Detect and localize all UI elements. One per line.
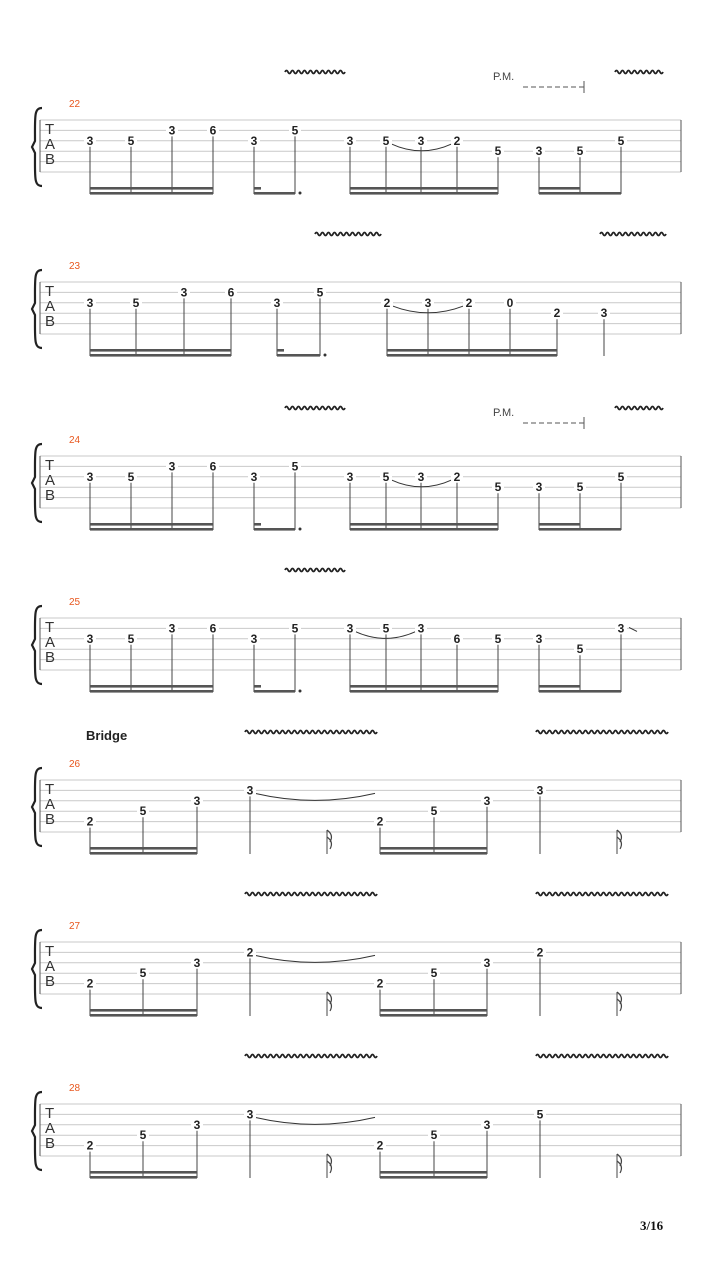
note-flag [327, 1154, 331, 1173]
beam [350, 192, 498, 195]
page-number: 3/16 [640, 1218, 664, 1233]
beam [90, 1014, 197, 1017]
vibrato-mark [245, 1055, 377, 1058]
tab-clef-letter: T [45, 121, 55, 138]
fret-number: 3 [250, 469, 258, 484]
beam [90, 1009, 197, 1012]
fret-number: 5 [494, 144, 502, 159]
fret-number: 2 [536, 945, 544, 960]
fret-number: 3 [193, 1117, 201, 1132]
tab-clef-letter: T [45, 1105, 55, 1122]
fret-number: 5 [127, 631, 135, 646]
fret-number: 3 [417, 621, 425, 636]
fret-number: 5 [127, 469, 135, 484]
beam [90, 1176, 197, 1179]
beam [380, 847, 487, 850]
fret-number: 3 [346, 469, 354, 484]
note-flag [617, 992, 621, 1011]
beam [350, 528, 498, 531]
beam-stub [254, 187, 261, 190]
fret-number: 2 [376, 814, 384, 829]
fret-number: 2 [553, 306, 561, 321]
fret-number: 5 [127, 133, 135, 148]
beam [90, 354, 231, 357]
beam [539, 187, 580, 190]
tab-clef-letter: A [45, 472, 56, 489]
tie-slur [255, 1117, 375, 1124]
beam [350, 690, 498, 693]
fret-number: 6 [209, 621, 217, 636]
fret-number: 5 [291, 459, 299, 474]
fret-number: 2 [86, 1138, 94, 1153]
fret-number: 3 [168, 123, 176, 138]
vibrato-mark [536, 731, 668, 734]
tab-clef-letter: T [45, 943, 55, 960]
fret-number: 3 [193, 955, 201, 970]
beam [387, 354, 557, 357]
fret-number: 5 [139, 804, 147, 819]
fret-number: 3 [535, 480, 543, 495]
fret-number: 5 [382, 621, 390, 636]
fret-number: 5 [316, 285, 324, 300]
vibrato-mark [285, 71, 345, 74]
fret-number: 3 [483, 955, 491, 970]
tab-clef-letter: B [45, 151, 56, 168]
vibrato-mark [600, 233, 666, 236]
fret-number: 5 [382, 133, 390, 148]
fret-number: 3 [483, 1117, 491, 1132]
fret-number: 5 [291, 621, 299, 636]
fret-number: 5 [617, 133, 625, 148]
fret-number: 3 [535, 631, 543, 646]
beam [380, 1014, 487, 1017]
measure-number: 25 [69, 597, 81, 608]
fret-number: 2 [465, 295, 473, 310]
fret-number: 5 [139, 966, 147, 981]
beam [380, 1176, 487, 1179]
beam [90, 187, 213, 190]
fret-number: 3 [417, 133, 425, 148]
fret-number: 6 [209, 123, 217, 138]
fret-number: 5 [617, 469, 625, 484]
palm-mute-label: P.M. [493, 407, 515, 419]
vibrato-mark [285, 569, 345, 572]
fret-number: 6 [453, 631, 461, 646]
fret-number: 5 [576, 144, 584, 159]
dot [299, 528, 302, 531]
tab-system-22 [32, 71, 681, 195]
beam [90, 690, 213, 693]
beam [380, 852, 487, 855]
vibrato-mark [315, 233, 381, 236]
vibrato-mark [615, 71, 663, 74]
measure-number: 26 [69, 759, 81, 770]
fret-number: 2 [376, 1138, 384, 1153]
beam [254, 192, 295, 195]
beam [387, 349, 557, 352]
fret-number: 3 [617, 621, 625, 636]
fret-number: 3 [180, 285, 188, 300]
fret-number: 2 [86, 976, 94, 991]
tab-clef-letter: B [45, 1135, 56, 1152]
note-flag [617, 830, 621, 849]
fret-number: 6 [209, 459, 217, 474]
fret-number: 2 [453, 133, 461, 148]
tab-clef-letter: A [45, 136, 56, 153]
vibrato-mark [615, 407, 663, 410]
fret-number: 2 [86, 814, 94, 829]
beam [90, 523, 213, 526]
beam [539, 528, 621, 531]
fret-number: 3 [86, 295, 94, 310]
fret-number: 3 [246, 1107, 254, 1122]
note-flag [327, 992, 331, 1011]
fret-number: 3 [483, 793, 491, 808]
fret-number: 6 [227, 285, 235, 300]
beam [90, 852, 197, 855]
fret-number: 5 [536, 1107, 544, 1122]
beam-stub [254, 523, 261, 526]
fret-number: 5 [576, 480, 584, 495]
fret-number: 3 [250, 631, 258, 646]
fret-number: 3 [193, 793, 201, 808]
beam [539, 192, 621, 195]
tab-system-28 [32, 1055, 681, 1179]
measure-number: 27 [69, 921, 81, 932]
tab-clef-letter: A [45, 634, 56, 651]
fret-number: 3 [168, 459, 176, 474]
fret-number: 3 [536, 783, 544, 798]
note-flag [327, 830, 331, 849]
fret-number: 3 [273, 295, 281, 310]
vibrato-mark [245, 731, 377, 734]
tab-system-23 [32, 233, 681, 357]
fret-number: 2 [246, 945, 254, 960]
beam [90, 847, 197, 850]
vibrato-mark [245, 893, 377, 896]
fret-number: 3 [86, 133, 94, 148]
beam [90, 1171, 197, 1174]
fret-number: 5 [494, 631, 502, 646]
beam [90, 528, 213, 531]
dot [299, 690, 302, 693]
tab-system-27 [32, 893, 681, 1017]
fret-number: 5 [132, 295, 140, 310]
palm-mute-label: P.M. [493, 71, 515, 83]
beam-stub [277, 349, 284, 352]
beam [90, 349, 231, 352]
tab-clef-letter: B [45, 487, 56, 504]
tab-system-24 [32, 407, 681, 531]
beam-stub [254, 685, 261, 688]
beam [90, 192, 213, 195]
beam [350, 187, 498, 190]
measure-number: 23 [69, 261, 81, 272]
measure-number: 22 [69, 99, 81, 110]
fret-number: 3 [346, 133, 354, 148]
beam [254, 528, 295, 531]
fret-number: 3 [346, 621, 354, 636]
fret-number: 5 [291, 123, 299, 138]
tab-clef-letter: T [45, 457, 55, 474]
tab-clef-letter: B [45, 313, 56, 330]
beam [350, 523, 498, 526]
tab-clef-letter: B [45, 973, 56, 990]
tab-clef-letter: B [45, 811, 56, 828]
fret-number: 5 [430, 966, 438, 981]
section-label: Bridge [86, 728, 128, 743]
dot [324, 354, 327, 357]
tab-clef-letter: B [45, 649, 56, 666]
tab-clef-letter: A [45, 958, 56, 975]
beam [539, 685, 580, 688]
beam [539, 690, 621, 693]
fret-number: 5 [430, 1128, 438, 1143]
beam [380, 1009, 487, 1012]
fret-number: 2 [376, 976, 384, 991]
dot [299, 192, 302, 195]
vibrato-mark [536, 1055, 668, 1058]
tie-slur [255, 793, 375, 800]
fret-number: 3 [86, 469, 94, 484]
fret-number: 5 [576, 642, 584, 657]
tab-clef-letter: A [45, 796, 56, 813]
fret-number: 2 [453, 469, 461, 484]
beam [90, 685, 213, 688]
fret-number: 3 [535, 144, 543, 159]
measure-number: 24 [69, 435, 81, 446]
fret-number: 5 [139, 1128, 147, 1143]
beam [539, 523, 580, 526]
fret-number: 5 [430, 804, 438, 819]
measure-number: 28 [69, 1083, 81, 1094]
tie-slur [255, 955, 375, 962]
tab-clef-letter: T [45, 283, 55, 300]
beam [254, 690, 295, 693]
beam [277, 354, 320, 357]
fret-number: 5 [382, 469, 390, 484]
fret-number: 0 [506, 295, 514, 310]
note-flag [617, 1154, 621, 1173]
tab-clef-letter: T [45, 619, 55, 636]
fret-number: 3 [417, 469, 425, 484]
tab-system-26 [32, 728, 681, 855]
tab-clef-letter: A [45, 1120, 56, 1137]
fret-number: 3 [246, 783, 254, 798]
fret-number: 3 [168, 621, 176, 636]
beam [350, 685, 498, 688]
fret-number: 3 [424, 295, 432, 310]
tab-clef-letter: T [45, 781, 55, 798]
tab-clef-letter: A [45, 298, 56, 315]
fret-number: 3 [86, 631, 94, 646]
fret-number: 3 [600, 306, 608, 321]
tab-system-25 [32, 569, 681, 693]
vibrato-mark [536, 893, 668, 896]
vibrato-mark [285, 407, 345, 410]
fret-number: 2 [383, 295, 391, 310]
beam [380, 1171, 487, 1174]
fret-number: 3 [250, 133, 258, 148]
fret-number: 5 [494, 480, 502, 495]
